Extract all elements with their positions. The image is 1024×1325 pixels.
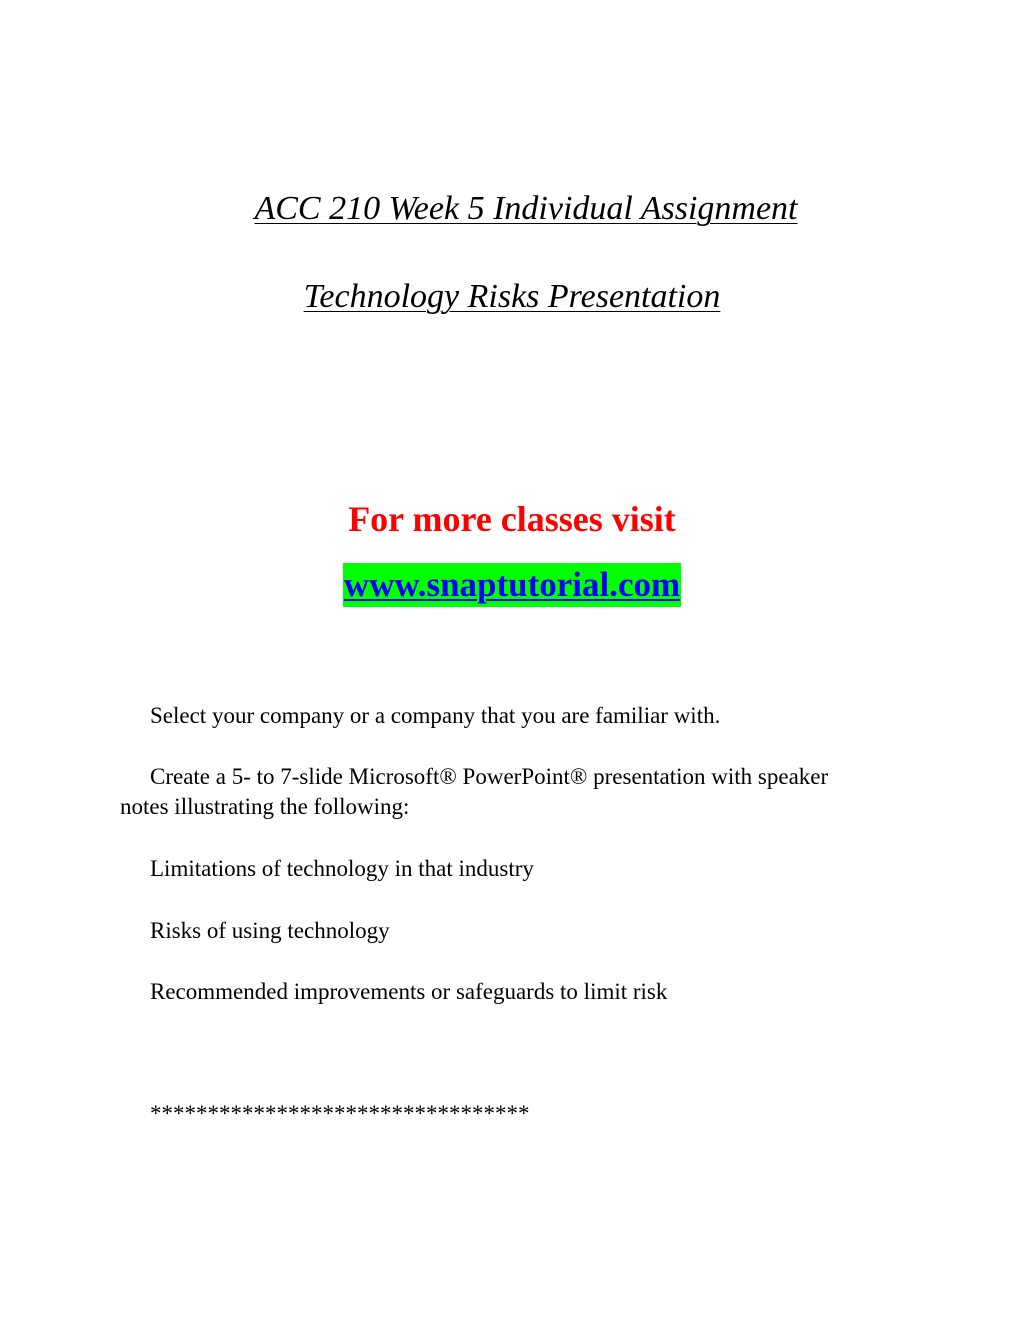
promo-text: For more classes visit	[348, 499, 676, 539]
paragraph-create-presentation: Create a 5- to 7-slide Microsoft® PowerPoint® presentation with speaker notes illustrating the following:	[120, 764, 829, 819]
promo-link-container	[0, 563, 1024, 607]
paragraph-risks: Risks of using technology	[150, 918, 390, 943]
separator-asterisks: *********************************	[150, 1101, 530, 1126]
document-subtitle: Technology Risks Presentation	[303, 278, 721, 315]
paragraph-select-company: Select your company or a company that you are familiar with.	[150, 703, 721, 728]
promo-link[interactable]: www.snaptutorial.com	[343, 563, 681, 607]
paragraph-limitations: Limitations of technology in that industry	[150, 856, 534, 881]
document-title: ACC 210 Week 5 Individual Assignment	[254, 190, 798, 227]
paragraph-improvements: Recommended improvements or safeguards to limit risk	[150, 979, 668, 1004]
